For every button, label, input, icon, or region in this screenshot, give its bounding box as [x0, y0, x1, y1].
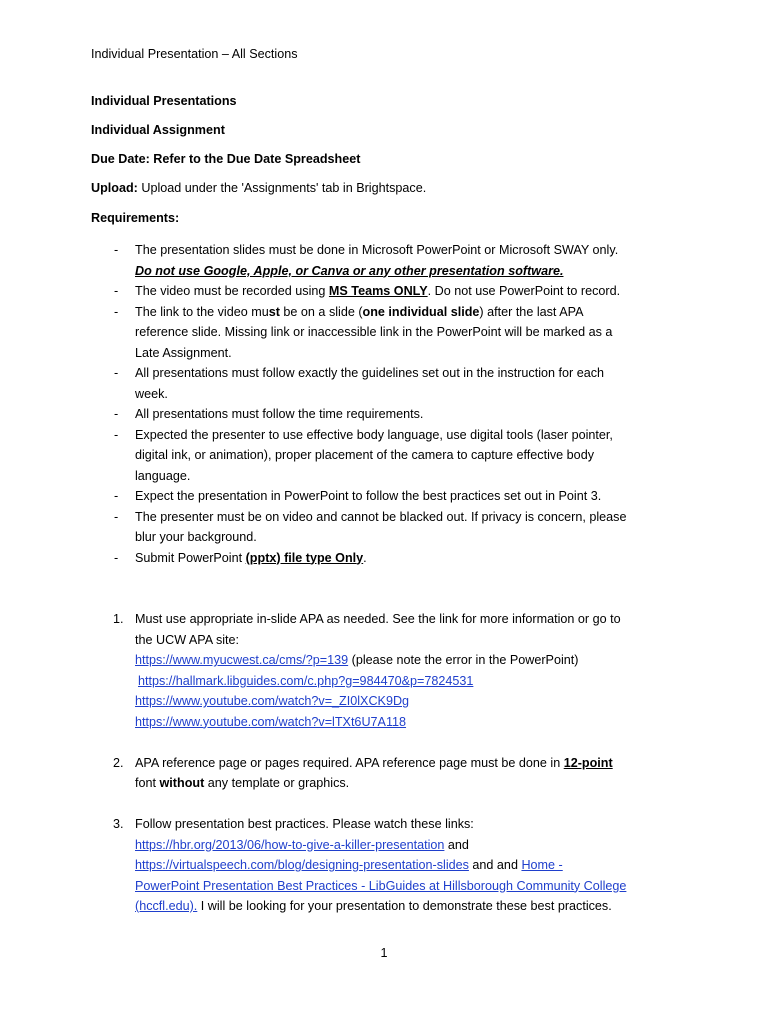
- link-line: [135, 896, 691, 917]
- link-virtualspeech[interactable]: https://virtualspeech.com/blog/designing-presentation-slides: [135, 858, 469, 872]
- link-hbr-killer-presentation[interactable]: https://hbr.org/2013/06/how-to-give-a-killer-presentation: [135, 837, 445, 852]
- text-fragment: and and: [468, 858, 522, 872]
- requirement-text: - All presentations must follow exactly the guidelines set out in the instruction for each: [135, 366, 605, 380]
- link-line: [135, 876, 691, 897]
- link-youtube-2[interactable]: https://www.youtube.com/watch?v=lTXt6U7A118: [135, 714, 407, 729]
- link-hccfl-domain[interactable]: (hccfl.edu).: [135, 899, 198, 913]
- link-line: [135, 671, 691, 692]
- page-header: Individual Presentation – All Sections: [91, 47, 298, 61]
- list-item: [91, 363, 691, 404]
- text-emphasis: st: [268, 304, 280, 319]
- point-2: [91, 753, 691, 794]
- list-item: [91, 486, 691, 507]
- requirement-text: - The presenter must be on video and cannot be blacked out. If privacy is concern, please: [135, 509, 627, 524]
- requirement-text: - Expected the presenter to use effective body language, use digital tools (laser pointer,: [135, 427, 613, 442]
- link-line: [135, 835, 691, 856]
- requirement-text: Late Assignment.: [135, 345, 232, 360]
- point-1: [91, 609, 691, 732]
- requirement-text: week.: [135, 386, 168, 401]
- text-fragment: APA reference page or pages required. APA reference page must be done in: [135, 755, 564, 770]
- text-fragment: ) after the last APA: [479, 304, 584, 319]
- point-3: [91, 814, 691, 917]
- text-fragment: .: [363, 550, 367, 565]
- list-item: [91, 548, 691, 569]
- requirement-text: - Expect the presentation in PowerPoint to follow the best practices set out in Point 3.: [135, 489, 602, 503]
- requirement-text: [135, 302, 691, 323]
- upload-text: Upload under the 'Assignments' tab in Brightspace.: [137, 181, 427, 195]
- link-line: [135, 855, 691, 876]
- list-item: [91, 507, 691, 548]
- link-hccfl-home[interactable]: Home -: [521, 858, 563, 872]
- text-fragment: . Do not use PowerPoint to record.: [427, 284, 621, 298]
- text-emphasis: one individual slide: [362, 304, 480, 319]
- requirements-heading: Requirements:: [91, 211, 180, 225]
- numbered-points-list: [91, 609, 691, 937]
- point-text: [135, 753, 691, 774]
- link-myucwest-apa[interactable]: https://www.myucwest.ca/cms/?p=139: [135, 653, 349, 667]
- link-hccfl-best-practices[interactable]: PowerPoint Presentation Best Practices - LibGuides at Hillsborough Community College: [135, 878, 627, 893]
- point-text: Must use appropriate in-slide APA as needed. See the link for more information or go to: [135, 612, 621, 626]
- list-item: [91, 240, 691, 281]
- list-item: [91, 302, 691, 364]
- link-note: (please note the error in the PowerPoint): [348, 653, 579, 667]
- requirements-list: [91, 240, 691, 568]
- requirement-text: reference slide. Missing link or inaccessible link in the PowerPoint will be marked as a: [135, 325, 613, 339]
- text-fragment: I will be looking for your presentation to demonstrate these best practices.: [197, 899, 612, 913]
- requirement-text: digital ink, or animation), proper placement of the camera to capture effective body: [135, 448, 594, 462]
- text-emphasis: 12-point: [563, 755, 613, 770]
- text-fragment: be on a slide (: [279, 304, 363, 319]
- requirement-text: language.: [135, 468, 191, 483]
- text-fragment: The link to the video mu: [135, 304, 269, 319]
- link-youtube-1[interactable]: https://www.youtube.com/watch?v=_ZI0lXCK9Dg: [135, 694, 410, 708]
- link-line: [135, 691, 691, 712]
- text-fragment: font: [135, 776, 160, 790]
- heading-individual-presentations: Individual Presentations: [91, 94, 237, 108]
- link-hallmark-libguides[interactable]: https://hallmark.libguides.com/c.php?g=984470&p=7824531: [138, 673, 474, 688]
- upload-line: [91, 178, 426, 199]
- point-text: the UCW APA site:: [135, 632, 240, 647]
- requirement-emphasis: Do not use Google, Apple, or Canva or any other presentation software.: [135, 263, 564, 278]
- text-fragment: The video must be recorded using: [135, 284, 329, 298]
- list-item: [91, 281, 691, 302]
- text-emphasis: MS Teams ONLY: [328, 284, 428, 298]
- page-number: 1: [380, 946, 388, 960]
- link-line: [135, 712, 691, 733]
- text-emphasis: (pptx) file type Only: [245, 550, 364, 565]
- point-number: 1.: [113, 612, 124, 626]
- heading-individual-assignment: Individual Assignment: [91, 123, 225, 137]
- point-text: Follow presentation best practices. Please watch these links:: [135, 817, 474, 831]
- requirement-text: - The presentation slides must be done in Microsoft PowerPoint or Microsoft SWAY only.: [135, 243, 619, 257]
- requirement-text: [135, 281, 691, 302]
- due-date: Due Date: Refer to the Due Date Spreadsheet: [91, 152, 361, 166]
- requirement-text: [135, 548, 691, 569]
- text-fragment: Submit PowerPoint: [135, 550, 246, 565]
- link-line: [135, 650, 691, 671]
- text-fragment: and: [444, 837, 469, 852]
- point-number: 3.: [113, 817, 124, 831]
- point-text: [135, 773, 691, 794]
- upload-label: Upload:: [91, 181, 138, 195]
- list-item: [91, 425, 691, 487]
- text-emphasis: without: [159, 776, 205, 790]
- list-item: [91, 404, 691, 425]
- text-fragment: any template or graphics.: [204, 776, 350, 790]
- point-number: 2.: [113, 755, 124, 770]
- requirement-text: blur your background.: [135, 530, 257, 544]
- requirement-text: - All presentations must follow the time requirements.: [135, 407, 424, 421]
